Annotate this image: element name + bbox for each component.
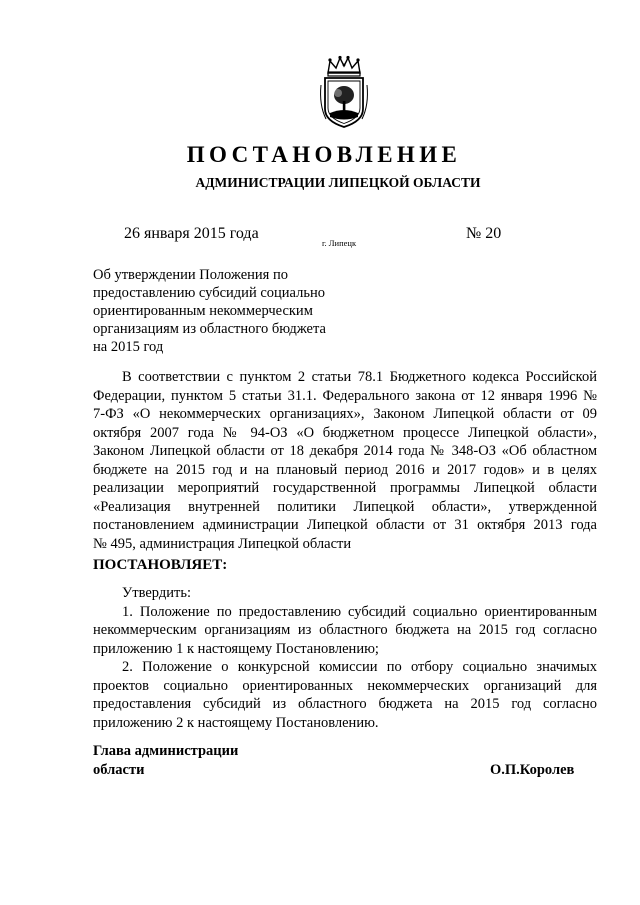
subject-line: организациям из областного бюджета <box>93 321 326 337</box>
document-subject <box>93 266 373 356</box>
preamble-line: постановлением администрации Липецкой области от 31 октября 2013 года <box>93 517 597 533</box>
document-title: ПОСТАНОВЛЕНИЕ <box>186 142 462 167</box>
signatory-position <box>93 742 238 780</box>
item-1-line: некоммерческим организациям из областного бюджета на 2015 год согласно <box>93 622 597 638</box>
approve-line: Утвердить: <box>122 585 191 601</box>
signatory-position-line: области <box>93 762 145 778</box>
item-2-line: предоставления субсидий из областного бюджета на 2015 год согласно <box>93 696 597 712</box>
preamble-line: № 495, администрация Липецкой области <box>93 535 352 552</box>
preamble-line: Законом Липецкой области от 18 декабря 2014 года № 348-ОЗ «Об областном <box>93 443 597 459</box>
preamble-line: бюджете на 2015 год и на плановый период 2016 и 2017 годов» и в целях <box>93 461 597 478</box>
document-issuer: АДМИНИСТРАЦИИ ЛИПЕЦКОЙ ОБЛАСТИ <box>195 175 481 190</box>
item-2-line: 2. Положение о конкурсной комиссии по отбору социально значимых <box>122 659 597 675</box>
preamble-paragraph <box>93 368 597 553</box>
signatory-name: О.П.Королев <box>490 762 575 778</box>
subject-line: предоставлению субсидий социально <box>93 285 325 301</box>
signatory-position-line: Глава администрации <box>93 743 239 759</box>
preamble-line: реализации мероприятий государственной программы Липецкой области <box>93 480 597 496</box>
resolves-heading: ПОСТАНОВЛЯЕТ: <box>93 557 228 573</box>
subject-line: на 2015 год <box>93 339 164 355</box>
preamble-line: 7-ФЗ «О некоммерческих организациях», Законом Липецкой области от 09 <box>93 406 597 422</box>
item-2-line: приложению 2 к настоящему Постановлению. <box>93 714 379 731</box>
item-1-line: приложению 1 к настоящему Постановлению; <box>93 640 379 657</box>
document-date: 26 января 2015 года <box>124 225 259 242</box>
resolution-body <box>93 584 597 732</box>
document-number: № 20 <box>466 225 502 242</box>
document-city: г. Липецк <box>322 238 357 248</box>
preamble-line: Федерации, пунктом 5 статьи 31.1. Федерального закона от 12 января 1996 № <box>93 387 597 404</box>
lipetsk-coat-of-arms-icon <box>316 55 372 131</box>
item-2-line: проектов социально ориентированных некоммерческих организаций для <box>93 677 597 694</box>
item-1-line: 1. Положение по предоставлению субсидий социально ориентированным <box>122 603 597 620</box>
preamble-line: «Реализация внутренней политики Липецкой области», утвержденной <box>93 498 597 515</box>
preamble-line: октября 2007 года № 94-ОЗ «О бюджетном процессе Липецкой области», <box>93 424 597 441</box>
preamble-line: В соответствии с пунктом 2 статьи 78.1 Бюджетного кодекса Российской <box>122 369 597 385</box>
subject-line: Об утверждении Положения по <box>93 267 288 283</box>
subject-line: ориентированным некоммерческим <box>93 303 313 319</box>
